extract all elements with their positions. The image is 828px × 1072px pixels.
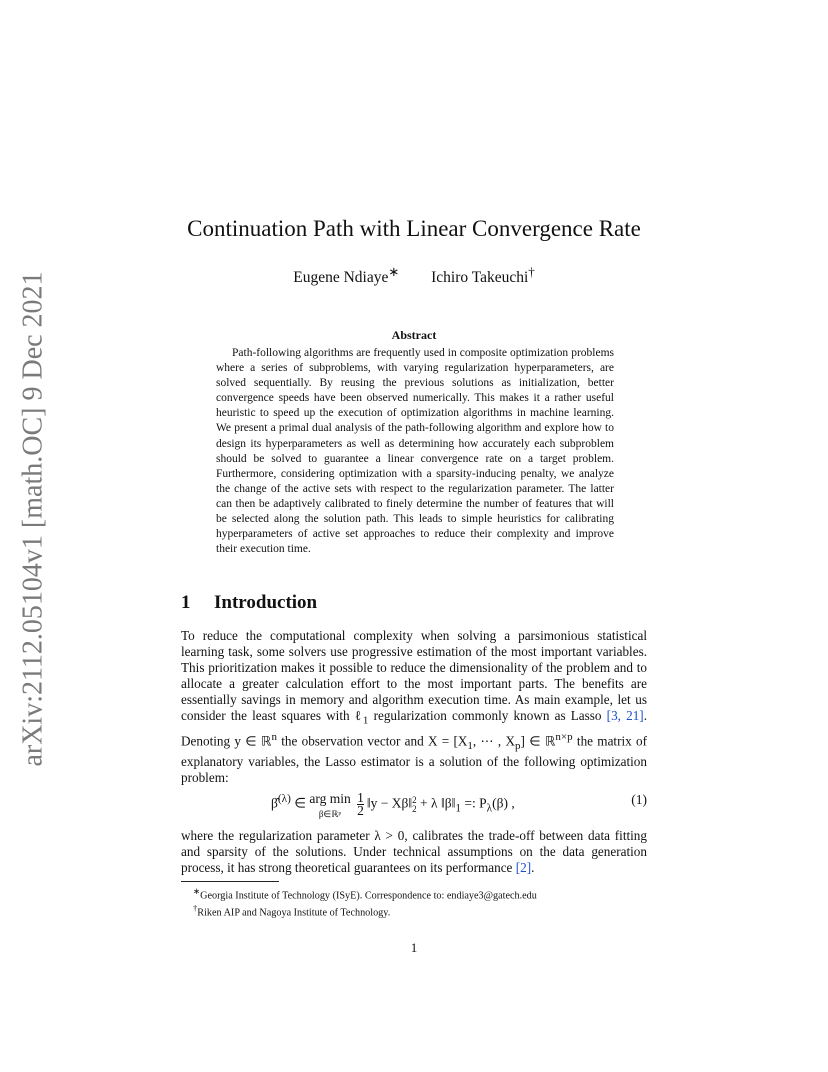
- eq-norm-sub: 2: [412, 803, 417, 814]
- footnote-2-text: Riken AIP and Nagoya Institute of Technology.: [197, 907, 391, 919]
- eq-operator-sub: β∈ℝᵖ: [318, 809, 342, 819]
- eq-arg: (β) ,: [492, 795, 515, 811]
- p2-text-a: where the regularization parameter λ > 0, calibrates the trade-off between data fitting and sparsity of the solutions. Under technical assumptions on the data generation process, it has strong theoretical guarantees on its performance: [181, 828, 647, 876]
- equation-number: (1): [631, 792, 647, 807]
- page-number: 1: [410, 940, 418, 955]
- p1-text-g: the matrix of explanatory variables, the Lasso estimator is a solution of the following optimization problem:: [181, 733, 647, 786]
- footnote-2: [181, 902, 647, 919]
- author-2: [431, 264, 535, 287]
- p1-sub-x1: 1: [467, 740, 473, 753]
- intro-paragraph-2: [181, 828, 647, 876]
- p1-text-d: the observation vector and X = [X: [276, 733, 468, 749]
- eq-frac-den: 2: [357, 803, 364, 818]
- eq-l1-sub: 1: [455, 802, 462, 815]
- footnote-1-text: Georgia Institute of Technology (ISyE). Correspondence to: endiaye3@gatech.edu: [200, 890, 537, 902]
- abstract-text: Path-following algorithms are frequently used in composite optimization problems where a series of subproblems, with varying regularization hyperparameters, are solved sequentially. By reusing the previous solutions as initialization, better convergence speeds have been observed numerically. This makes it a rather useful heuristic to speed up the execution of optimization algorithms in machine learning. We present a primal dual analysis of the path-following algorithm and explore how to design its hyperparameters as well as determining how accurately each subproblem should be solved to guarantee a linear convergence rate on a target problem. Furthermore, considering optimization with a sparsity-inducing penalty, we analyze the change of the active sets with respect to the regularization parameter. The latter can then be adaptively calibrated to finely determine the number of features that will be selected along the solution path. This leads to simple heuristics for calibrating hyperparameters of active set approaches to reduce their complexity and improve their execution time.: [216, 347, 614, 556]
- eq-plus: + λ ‖β‖: [416, 795, 456, 811]
- eq-argmin: [309, 792, 350, 821]
- eq-lhs: β̂: [271, 795, 278, 811]
- eq-operator: arg min: [309, 791, 351, 806]
- section-title: Introduction: [214, 592, 318, 613]
- eq-fraction: [357, 792, 364, 817]
- abstract-heading: Abstract: [391, 328, 437, 342]
- arxiv-identifier-stamp: [16, 272, 52, 766]
- eq-frac-num: 1: [357, 790, 364, 805]
- p1-sub-1: 1: [362, 715, 369, 728]
- p1-text-f: ] ∈ ℝ: [520, 733, 556, 749]
- author-1-mark: ∗: [388, 264, 400, 279]
- p1-text-b: regularization commonly known as Lasso: [368, 708, 607, 724]
- p1-sup-nxp: n×p: [555, 731, 573, 744]
- author-2-mark: †: [528, 264, 535, 279]
- footnote-1-mark: ∗: [193, 886, 201, 896]
- intro-paragraph-1: [181, 628, 647, 787]
- section-heading: [181, 592, 317, 614]
- author-1-name: Eugene Ndiaye: [293, 269, 389, 287]
- eq-p-sub: λ: [486, 802, 493, 815]
- footnote-2-mark: †: [193, 903, 198, 914]
- paper-title: Continuation Path with Linear Convergence Rate: [187, 216, 641, 241]
- footnote-1: [181, 885, 647, 902]
- eq-norm-sup: 2: [412, 794, 417, 805]
- p1-text-e: , ⋯ , X: [472, 733, 516, 749]
- citation-link-performance[interactable]: [2]: [515, 860, 532, 876]
- equation-lasso: [181, 788, 647, 822]
- arxiv-identifier-text: arXiv:2112.05104v1 [math.OC] 9 Dec 2021: [18, 271, 50, 767]
- footnotes: [181, 885, 647, 920]
- eq-in: ∈: [290, 795, 310, 811]
- p1-sub-xp: p: [515, 740, 521, 753]
- p1-sup-n: n: [271, 731, 277, 744]
- citation-link-lasso[interactable]: [3, 21]: [606, 708, 644, 724]
- eq-lhs-sup: (λ): [277, 793, 291, 806]
- equation-formula: [271, 792, 515, 821]
- eq-norm: ‖y − Xβ‖: [366, 795, 413, 811]
- p1-text-c: . Denoting y ∈ ℝ: [181, 708, 647, 749]
- eq-defines: =: P: [461, 795, 487, 811]
- footnote-divider: [181, 881, 279, 882]
- author-1: [293, 264, 399, 287]
- p1-text-a: To reduce the computational complexity when solving a parsimonious statistical learning task, some solvers use progressive estimation of the most important variables. This prioritization makes it possible to reduce the dimensionality of the problem and to allocate a greater calculation effort to the most important parts. The benefits are essentially savings in memory and algorithm execution time. As main example, let us consider the least squares with ℓ: [181, 628, 647, 724]
- author-list: [0, 264, 828, 287]
- p2-text-b: .: [531, 860, 535, 876]
- section-number: 1: [181, 592, 191, 613]
- author-2-name: Ichiro Takeuchi: [431, 269, 529, 287]
